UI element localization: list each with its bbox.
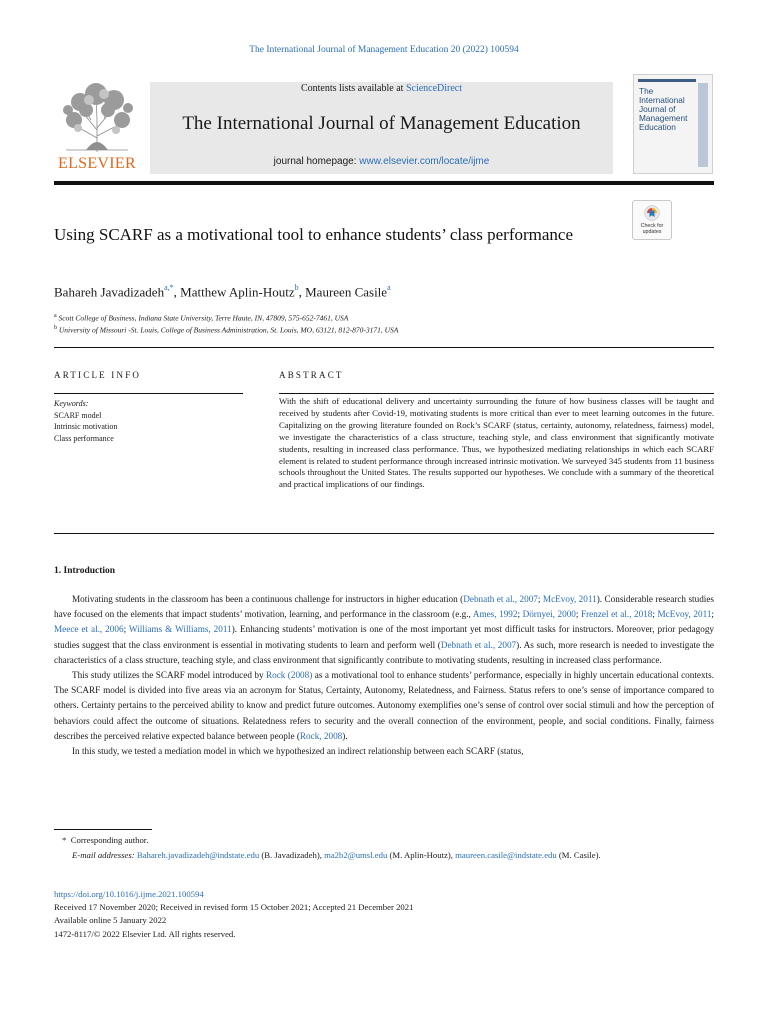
email-link[interactable]: maureen.casile@indstate.edu [455,849,557,860]
keyword: SCARF model [54,410,102,420]
citation-link[interactable]: McEvoy, 2011 [657,609,712,620]
available-online: Available online 5 January 2022 [54,915,167,926]
author-affiliation-mark[interactable]: a [387,283,391,292]
body-text-run: ). [342,730,348,741]
homepage-line [150,156,613,167]
citation-link[interactable]: Williams & Williams, 2011 [128,624,232,635]
keywords-block [54,398,117,444]
abstract-bottom-rule [54,533,714,534]
publisher-name: ELSEVIER [58,155,136,172]
citation-link[interactable]: Dörnyei, 2000 [522,609,576,620]
paragraph [54,744,714,759]
keyword: Intrinsic motivation [54,422,118,431]
journal-banner [150,82,613,174]
publication-info [54,888,714,941]
keyword: Class performance [54,433,114,443]
citation-link[interactable]: Ames, 1992 [472,609,518,620]
contents-line [150,82,613,94]
footnote-rule [54,829,152,830]
crossmark-label [633,223,671,235]
footnotes [54,833,714,862]
citation-link[interactable]: Rock, 2008 [299,730,343,741]
corresponding-author-note [54,833,714,848]
journal-homepage-link[interactable]: www.elsevier.com/locate/ijme [359,156,490,167]
paragraph [54,592,714,668]
citation-link[interactable]: Debnath et al., 2007 [440,639,517,650]
body-text-run: ). Considerable research studies have focused on the elements that impact students’ motivation, learning, and performance in the classroom (e.g., [54,594,714,620]
crossmark-label-line-1: Check for [640,223,664,229]
introduction-heading: 1. Introduction [54,566,116,576]
affiliation-text: Scott College of Business, Indiana State University, Terre Haute, IN, 47809, 575-652-7461, USA [58,313,349,323]
cover-bar [638,79,696,82]
crossmark-label-line-2: updates [642,229,662,235]
citation-link[interactable]: Debnath et al., 2007 [463,594,538,604]
body-text-run: ; [575,609,581,620]
body-text-run: as a motivational tool to enhance students’ performance, especially in highly uncertain educational contexts. The SCARF model is divided into five areas via an acronym for Status, Certainty, Autonomy, Relatedness, and Fairness. Status refers to one’s sense of importance compared to others. Certainty pertains to the perceived ability to know and predict future outcomes. Autonomy exemplifies one’s sense of control over social stimuli and how the perception of behaviors could affect the outcome of situations. Relatedness refers to security and the overall connection of the environment, people, and social conditions. Finally, fairness describes the perceived relative expected balance between people ( [54,670,715,741]
body-text-run: ; [517,609,523,620]
journal-cover-thumbnail[interactable] [633,74,713,174]
section-rule [54,347,714,348]
homepage-prefix: journal homepage: [273,156,360,167]
body-text-run: ; [652,609,658,620]
body-text-run: ; [123,624,129,635]
body-text-run: ). As such, more research is needed to investigate the characteristics of a class structure, teaching style, and class environment that significantly contribute to motivating students, resulting in increased class performance. [54,639,714,665]
abstract-heading: ABSTRACT [279,370,344,380]
body-text-run: Motivating students in the classroom has been a continuous challenge for instructors in higher education ( [72,594,464,604]
affiliation [54,325,714,335]
author-affiliation-mark[interactable]: a,* [164,283,174,292]
elsevier-logo[interactable] [54,80,140,176]
received-dates: Received 17 November 2020; Received in revised form 15 October 2021; Accepted 21 December 2021 [54,902,414,913]
abstract-rule [279,393,714,394]
email-link[interactable]: Bahareh.javadizadeh@indstate.edu [136,849,260,860]
affiliation-mark: b [54,325,57,331]
body-text-run: ; [711,609,714,620]
affiliation-text: University of Missouri -St. Louis, College of Business Administration, St. Louis, MO, 63121, 812-870-3171, USA [58,325,399,335]
author-name[interactable]: Bahareh Javadizadeh [54,284,165,300]
footnote-mark: * [62,835,67,845]
copyright: 1472-8117/© 2022 Elsevier Ltd. All rights reserved. [54,928,236,939]
author-separator: , [298,284,306,300]
running-head[interactable]: The International Journal of Management Education 20 (2022) 100594 [249,45,519,55]
footnote-text: Corresponding author. [70,835,149,845]
cover-side-strip [698,83,708,167]
email-owner: (M. Casile). [558,849,601,860]
paragraph [54,668,714,744]
elsevier-tree-icon [56,80,138,154]
keywords-label: Keywords: [54,399,89,408]
cover-title: The International Journal of Management Education [639,86,688,132]
author-name[interactable]: Matthew Aplin-Houtz [180,284,295,300]
author-separator: , [173,284,181,300]
doi-link[interactable]: https://doi.org/10.1016/j.ijme.2021.100594 [54,889,204,899]
email-link[interactable]: ma2b2@umsl.edu [324,849,388,860]
abstract-text: With the shift of educational delivery and uncertainty surrounding the future of how business classes will be taught and received by students after Covid-19, motivating students is more critical than ever to meet learning outcomes in the future. Capitalizing on the growing literature founded on Rock’s SCARF (status, certainty, autonomy, relatedness, fairness) model, we investigate the characteristics of a class structure, teaching style, and class environment that significantly motivate students, resulting in increased class performance. Thus, we hypothesized mediating relationships in which each SCARF element is related to student performance through increased intrinsic motivation. We surveyed 345 students from 11 business schools throughout the United States. The results supported our hypotheses. We conclude with a summary of the theoretical and practical implications of our findings. [279,396,714,490]
citation-link[interactable]: Meece et al., 2006 [54,624,124,635]
crossmark-icon [644,205,660,221]
citation-link[interactable]: Rock (2008) [265,670,313,681]
author-name[interactable]: Maureen Casile [305,284,388,300]
email-addresses-note [54,848,714,863]
affiliation-mark: a [54,313,57,319]
affiliation [54,313,714,323]
author-list [54,284,674,300]
email-owner: (M. Aplin-Houtz), [389,849,453,860]
journal-title: The International Journal of Management Education [182,113,581,134]
introduction-body [54,592,714,759]
body-text-run: In this study, we tested a mediation model in which we hypothesized an indirect relationship between each SCARF (status, [72,746,524,757]
author-affiliation-mark[interactable]: b [294,283,299,292]
header-rule [54,181,714,185]
email-label: E-mail addresses: [72,849,135,860]
citation-link[interactable]: McEvoy, 2011 [542,594,597,604]
contents-prefix: Contents lists available at [300,83,406,94]
article-info-heading: ARTICLE INFO [54,370,142,380]
sciencedirect-link[interactable]: ScienceDirect [405,83,463,94]
check-for-updates-badge[interactable] [632,200,672,240]
article-info-rule [54,393,243,394]
citation-link[interactable]: Frenzel et al., 2018 [581,609,653,620]
body-text-run: ). Enhancing students’ motivation is one of the most important yet most difficult tasks for instructors. Moreover, prior pedagogy studies suggest that the class environment is essential in motivating students to learn and perform well ( [54,624,715,650]
body-text-run: This study utilizes the SCARF model introduced by [72,670,266,681]
body-text-run: ; [537,594,543,604]
article-title: Using SCARF as a motivational tool to enhance students’ class performance [54,225,574,244]
email-owner: (B. Javadizadeh), [261,849,322,860]
